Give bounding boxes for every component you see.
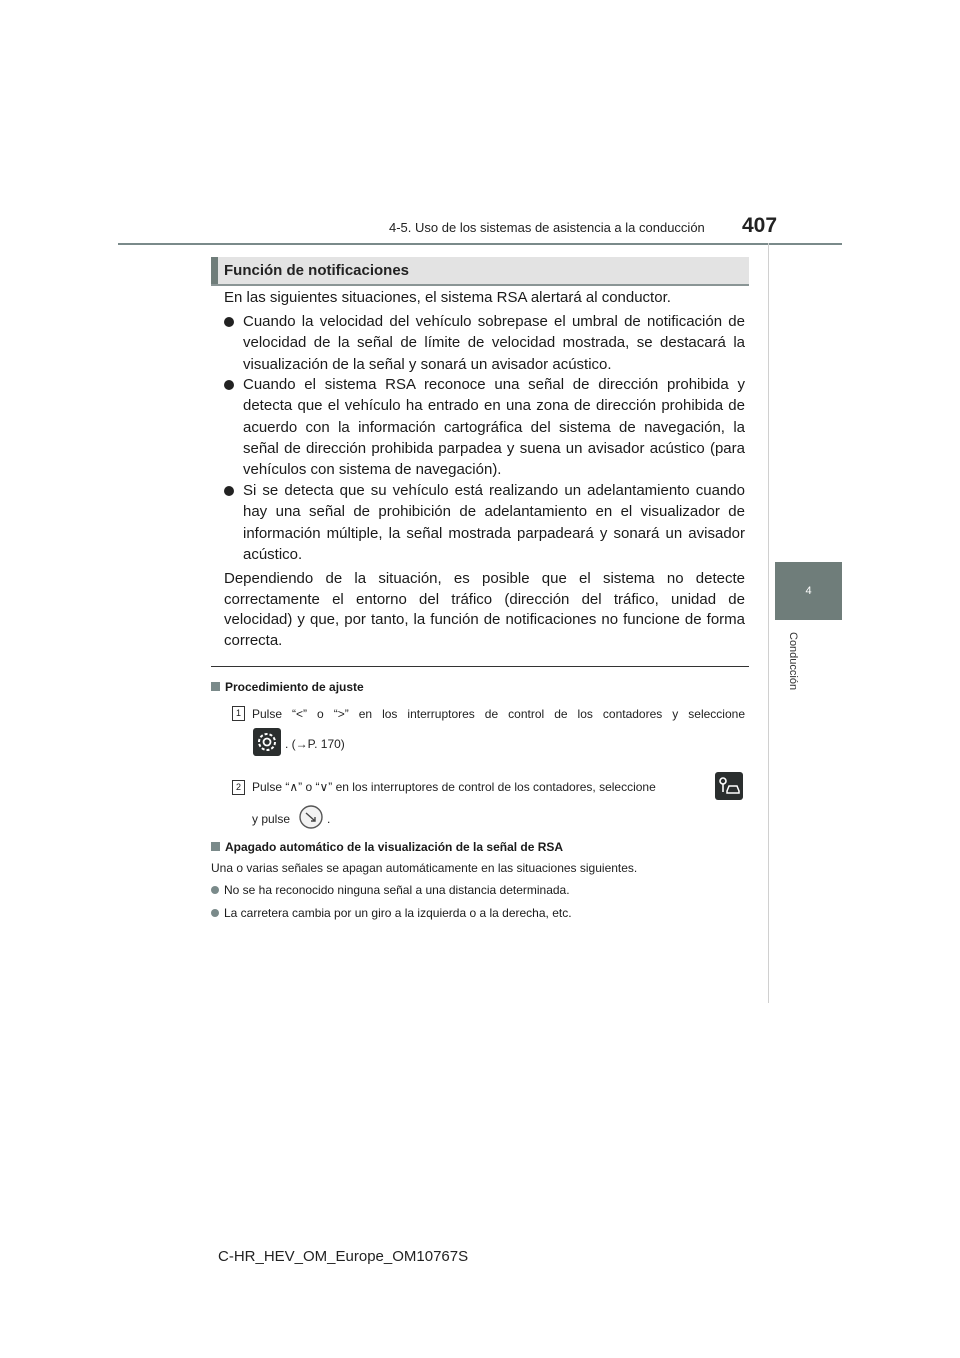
- chapter-tab: 4: [775, 562, 842, 620]
- step-1-reference: . (→P. 170): [285, 737, 345, 751]
- step-1-text: Pulse “<” o “>” en los interruptores de control de los contadores y seleccione: [252, 707, 745, 721]
- list-item: [224, 311, 745, 375]
- rsa-car-icon: [715, 772, 743, 800]
- list-item: [211, 906, 572, 920]
- section-intro: En las siguientes situaciones, el sistema RSA alertará al conductor.: [224, 289, 671, 306]
- list-item: [224, 480, 745, 565]
- side-divider: [768, 243, 769, 1003]
- bullet-dot-icon: [211, 886, 219, 894]
- settings-gear-icon: [253, 728, 281, 756]
- list-item: [211, 883, 570, 897]
- chapter-label: Conducción: [787, 632, 799, 691]
- procedure-title: Procedimiento de ajuste: [225, 680, 364, 694]
- bullet-dot-icon: [224, 317, 234, 327]
- step-1-number: 1: [232, 706, 245, 721]
- ok-button-icon: [298, 804, 324, 830]
- section-heading-bar: [211, 257, 749, 286]
- list-item-text: No se ha reconocido ninguna señal a una distancia determinada.: [224, 883, 570, 897]
- document-id: C-HR_HEV_OM_Europe_OM10767S: [218, 1248, 469, 1265]
- auto-off-intro: Una o varias señales se apagan automáticamente en las situaciones siguientes.: [211, 861, 638, 875]
- section-divider: [211, 666, 749, 667]
- list-item: [224, 374, 745, 480]
- auto-off-title: Apagado automático de la visualización de la señal de RSA: [225, 840, 564, 854]
- square-bullet-icon: [211, 842, 220, 851]
- section-heading: Función de notificaciones: [224, 262, 410, 279]
- header-rule: [118, 243, 842, 245]
- list-item-text: Cuando el sistema RSA reconoce una señal de dirección prohibida y detecta que el vehículo ha entrado en una zona de dirección prohibida de acuerdo con la información cartográfica del sistema de navegación, la señal de dirección prohibida parpadea y suena un avisador acústico (para vehículos con sistema de navegación).: [243, 376, 745, 479]
- step-2-press-text: y pulse: [252, 812, 291, 826]
- auto-off-heading: [211, 840, 563, 854]
- bullet-dot-icon: [211, 909, 219, 917]
- header-section-title: 4-5. Uso de los sistemas de asistencia a la conducción: [389, 220, 705, 235]
- bullet-dot-icon: [224, 486, 234, 496]
- step-2-number: 2: [232, 780, 245, 795]
- section-heading-marker: [211, 257, 218, 284]
- list-item-text: La carretera cambia por un giro a la izquierda o a la derecha, etc.: [224, 906, 572, 920]
- bullet-dot-icon: [224, 380, 234, 390]
- page-number: 407: [742, 214, 778, 237]
- step-2-end: .: [327, 812, 331, 826]
- square-bullet-icon: [211, 682, 220, 691]
- step-2-text: Pulse “∧” o “∨” en los interruptores de control de los contadores, seleccione: [252, 780, 656, 794]
- procedure-heading: [211, 680, 364, 694]
- list-item-text: Si se detecta que su vehículo está realizando un adelantamiento cuando hay una señal de prohibición de adelantamiento en el visualizador de información múltiple, la señal mostrada parpadeará y sonará un avisador acústico.: [243, 482, 745, 563]
- list-item-text: Cuando la velocidad del vehículo sobrepase el umbral de notificación de velocidad de la señal de límite de velocidad mostrada, se destacará la visualización de la señal y sonará un avisador acústico.: [243, 313, 745, 373]
- section-closing: Dependiendo de la situación, es posible que el sistema no detecte correctamente el entorno del tráfico (dirección del tráfico, unidad de velocidad) y que, por tanto, la función de notificaciones no funcione de forma correcta.: [224, 570, 745, 649]
